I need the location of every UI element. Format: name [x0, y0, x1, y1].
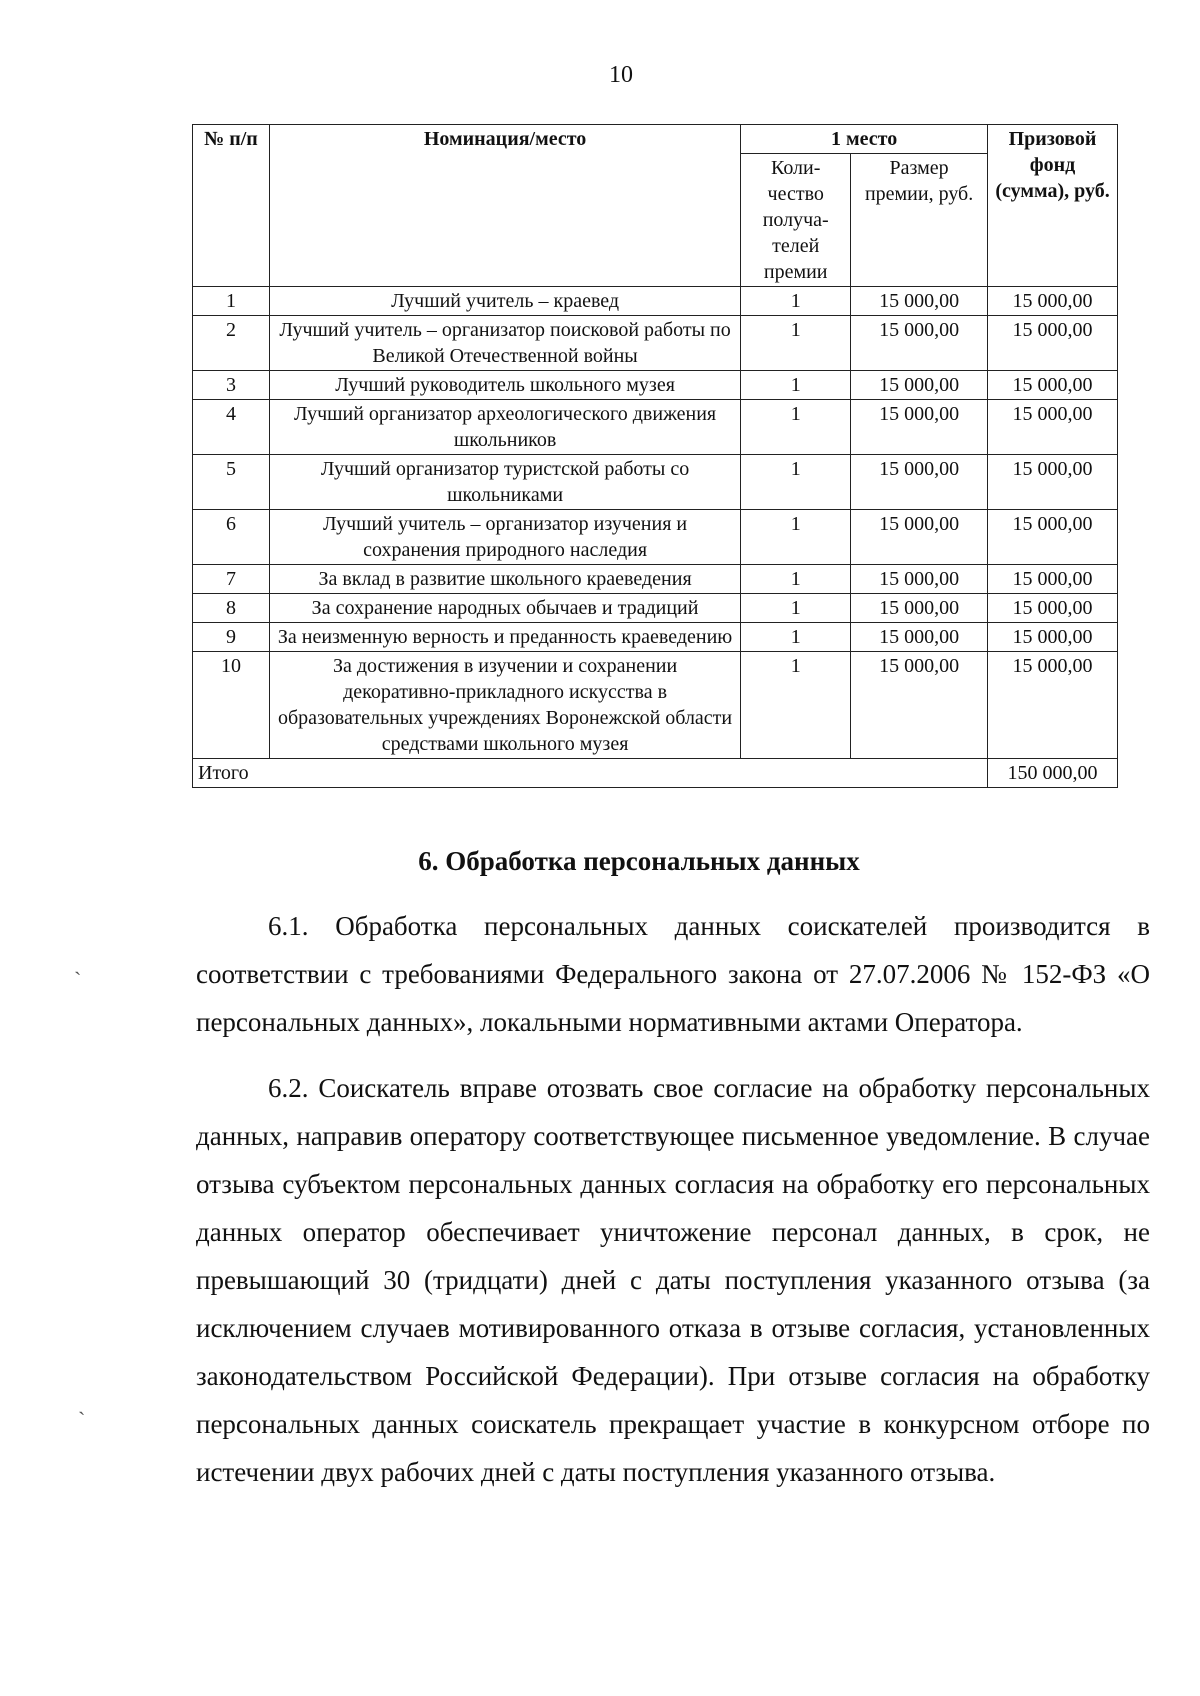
cell-amount: 15 000,00 [851, 400, 988, 455]
cell-fund: 15 000,00 [988, 316, 1118, 371]
cell-count: 1 [741, 400, 851, 455]
table-row [193, 455, 1118, 510]
table-row [193, 594, 1118, 623]
cell-amount: 15 000,00 [851, 623, 988, 652]
cell-count: 1 [741, 594, 851, 623]
cell-nomination: За сохранение народных обычаев и традиций [269, 594, 740, 623]
header-num: № п/п [193, 125, 270, 287]
table-row [193, 316, 1118, 371]
total-label: Итого [193, 759, 988, 788]
table-row [193, 652, 1118, 759]
cell-nomination: Лучший учитель – организатор поисковой работы по Великой Отечественной войны [269, 316, 740, 371]
cell-count: 1 [741, 455, 851, 510]
cell-nomination: Лучший учитель – организатор изучения и сохранения природного наследия [269, 510, 740, 565]
cell-num: 4 [193, 400, 270, 455]
awards-table [192, 124, 1118, 788]
cell-amount: 15 000,00 [851, 510, 988, 565]
page-number: 10 [609, 62, 633, 88]
cell-amount: 15 000,00 [851, 287, 988, 316]
table-row [193, 371, 1118, 400]
cell-count: 1 [741, 623, 851, 652]
header-amount: Размер премии, руб. [851, 154, 988, 287]
total-row [193, 759, 1118, 788]
cell-fund: 15 000,00 [988, 594, 1118, 623]
header-nomination: Номинация/место [269, 125, 740, 287]
cell-nomination: За достижения в изучении и сохранении декоративно-прикладного искусства в образовательных учреждениях Воронежской области средствами школьного музея [269, 652, 740, 759]
cell-count: 1 [741, 287, 851, 316]
cell-num: 8 [193, 594, 270, 623]
cell-count: 1 [741, 565, 851, 594]
section-heading: 6. Обработка персональных данных [418, 846, 860, 876]
cell-nomination: За вклад в развитие школьного краеведения [269, 565, 740, 594]
table-row [193, 623, 1118, 652]
paragraph-6-2 [196, 1064, 1150, 1496]
cell-num: 3 [193, 371, 270, 400]
cell-fund: 15 000,00 [988, 400, 1118, 455]
table-row [193, 510, 1118, 565]
cell-nomination: За неизменную верность и преданность краеведению [269, 623, 740, 652]
cell-fund: 15 000,00 [988, 455, 1118, 510]
cell-nomination: Лучший учитель – краевед [269, 287, 740, 316]
cell-fund: 15 000,00 [988, 623, 1118, 652]
paragraph-6-2-text: 6.2. Соискатель вправе отозвать свое согласие на обработку персональных данных, направив оператору соответствующее письменное уведомление. В случае отзыва субъектом персональных данных согласия на обработку его персональных данных оператор обеспечивает уничтожение персонал данных, в срок, не превышающий 30 (тридцати) дней с даты поступления указанного отзыва (за исключением случаев мотивированного отказа в отзыве согласия, установленных законодательством Российской Федерации). При отзыве согласия на обработку персональных данных соискатель прекращает участие в конкурсном отборе по истечении двух рабочих дней с даты поступления указанного отзыва. [196, 1073, 1150, 1487]
cell-count: 1 [741, 316, 851, 371]
cell-num: 7 [193, 565, 270, 594]
cell-amount: 15 000,00 [851, 594, 988, 623]
table-row [193, 565, 1118, 594]
cell-num: 1 [193, 287, 270, 316]
header-count: Коли-чество получа-телей премии [741, 154, 851, 287]
cell-amount: 15 000,00 [851, 455, 988, 510]
cell-fund: 15 000,00 [988, 565, 1118, 594]
table-row [193, 287, 1118, 316]
cell-count: 1 [741, 510, 851, 565]
table-body [193, 287, 1118, 759]
cell-num: 9 [193, 623, 270, 652]
cell-fund: 15 000,00 [988, 510, 1118, 565]
paragraph-6-1 [196, 902, 1150, 1046]
header-place: 1 место [741, 125, 988, 154]
cell-num: 2 [193, 316, 270, 371]
cell-nomination: Лучший организатор археологического движения школьников [269, 400, 740, 455]
cell-amount: 15 000,00 [851, 316, 988, 371]
cell-fund: 15 000,00 [988, 652, 1118, 759]
cell-nomination: Лучший организатор туристской работы со школьниками [269, 455, 740, 510]
cell-num: 5 [193, 455, 270, 510]
cell-count: 1 [741, 652, 851, 759]
cell-nomination: Лучший руководитель школьного музея [269, 371, 740, 400]
cell-amount: 15 000,00 [851, 371, 988, 400]
cell-fund: 15 000,00 [988, 371, 1118, 400]
header-fund: Призовой фонд (сумма), руб. [988, 125, 1118, 287]
margin-mark: ˏ [78, 1390, 86, 1415]
cell-fund: 15 000,00 [988, 287, 1118, 316]
cell-count: 1 [741, 371, 851, 400]
cell-num: 6 [193, 510, 270, 565]
cell-amount: 15 000,00 [851, 652, 988, 759]
cell-amount: 15 000,00 [851, 565, 988, 594]
margin-mark: ˏ [74, 950, 82, 975]
table-row [193, 400, 1118, 455]
cell-num: 10 [193, 652, 270, 759]
paragraph-6-1-text: 6.1. Обработка персональных данных соискателей производится в соответствии с требованиями Федерального закона от 27.07.2006 № 152-ФЗ «О персональных данных», локальными нормативными актами Оператора. [196, 911, 1150, 1037]
total-value: 150 000,00 [988, 759, 1118, 788]
